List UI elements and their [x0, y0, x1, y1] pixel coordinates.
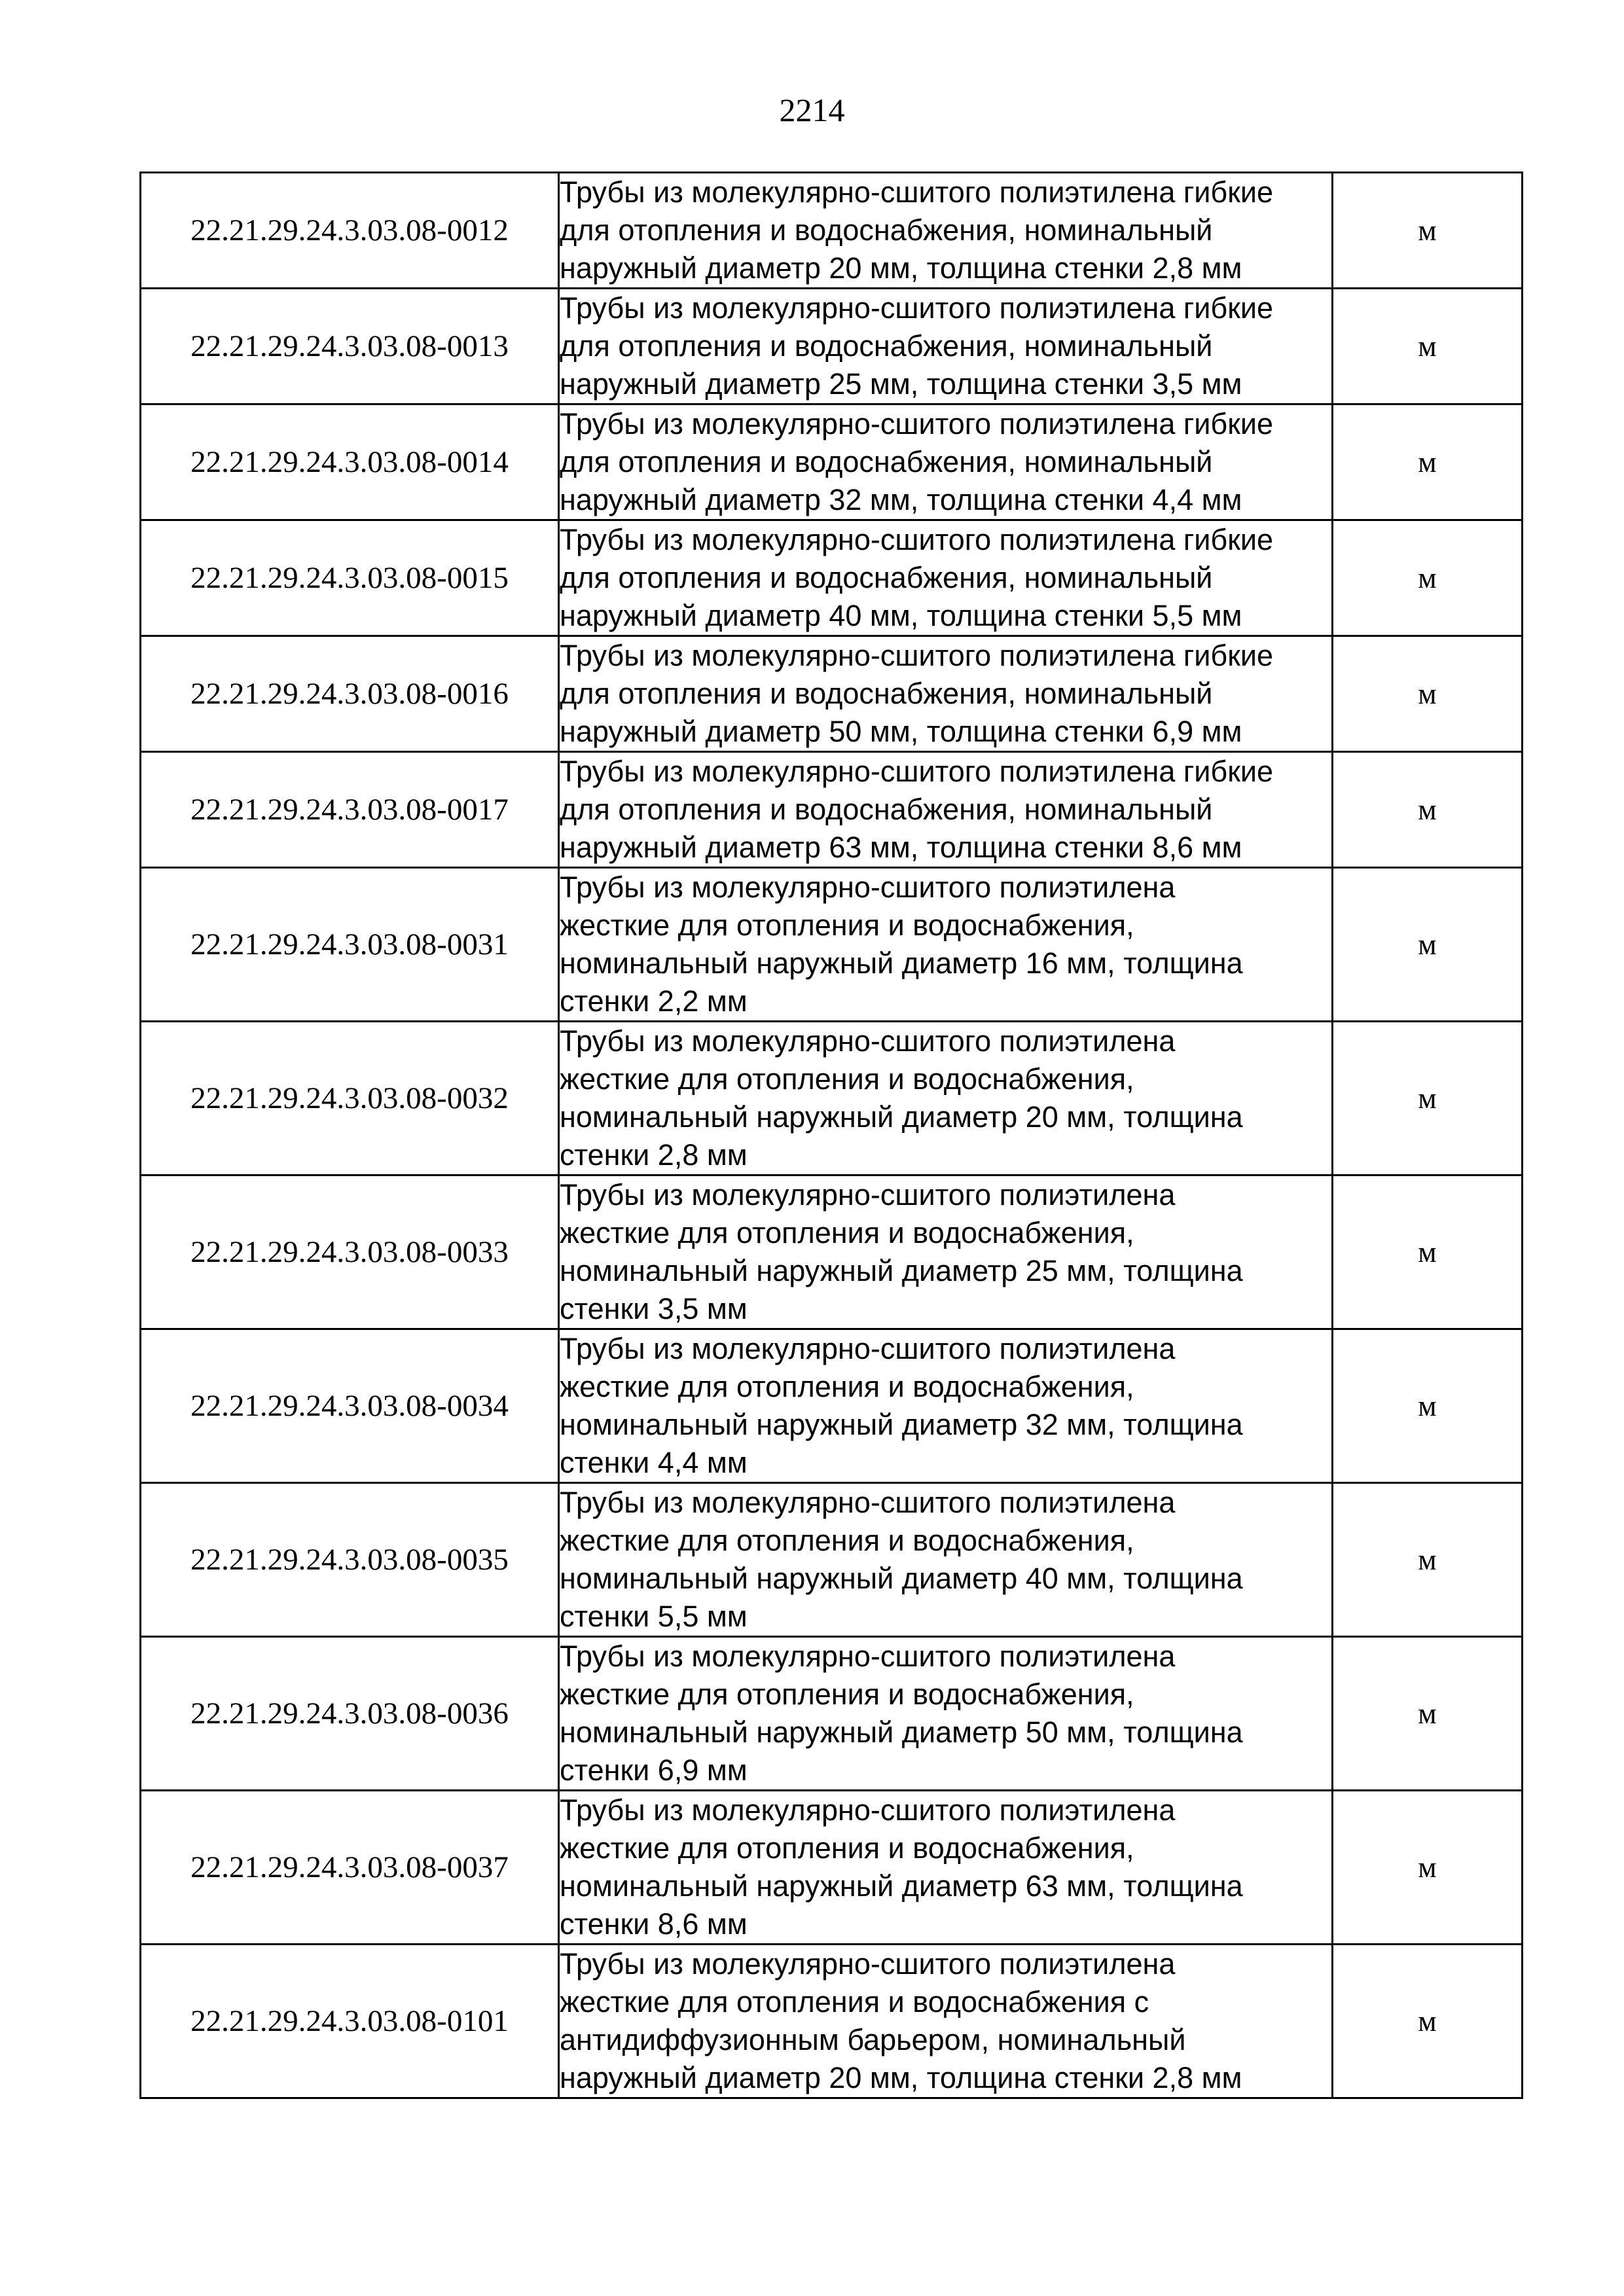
description-line: Трубы из молекулярно-сшитого полиэтилена	[560, 870, 1176, 904]
resource-code: 22.21.29.24.3.03.08-0015	[141, 520, 559, 636]
description-line: наружный диаметр 32 мм, толщина стенки 4,4 мм	[560, 483, 1242, 516]
resource-description	[559, 1175, 1333, 1329]
description-line: Трубы из молекулярно-сшитого полиэтилена	[560, 1486, 1176, 1519]
description-line: жесткие для отопления и водоснабжения,	[560, 1677, 1134, 1711]
resource-description	[559, 1791, 1333, 1945]
resource-code: 22.21.29.24.3.03.08-0012	[141, 173, 559, 289]
unit-of-measure: м	[1333, 289, 1523, 404]
unit-of-measure: м	[1333, 1637, 1523, 1791]
resource-description	[559, 1637, 1333, 1791]
unit-of-measure: м	[1333, 520, 1523, 636]
description-line: Трубы из молекулярно-сшитого полиэтилена гибкие	[560, 407, 1274, 440]
description-line: Трубы из молекулярно-сшитого полиэтилена гибкие	[560, 639, 1274, 672]
resource-description	[559, 173, 1333, 289]
description-line: стенки 5,5 мм	[560, 1600, 748, 1633]
unit-of-measure: м	[1333, 1483, 1523, 1637]
description-line: жесткие для отопления и водоснабжения,	[560, 1831, 1134, 1865]
unit-of-measure: м	[1333, 1175, 1523, 1329]
description-line: стенки 2,2 мм	[560, 984, 748, 1018]
description-line: наружный диаметр 25 мм, толщина стенки 3,5 мм	[560, 367, 1242, 401]
table-row	[141, 1175, 1523, 1329]
resource-code: 22.21.29.24.3.03.08-0016	[141, 636, 559, 752]
description-line: стенки 4,4 мм	[560, 1446, 748, 1479]
description-line: номинальный наружный диаметр 50 мм, толщина	[560, 1715, 1243, 1749]
description-line: Трубы из молекулярно-сшитого полиэтилена гибкие	[560, 291, 1274, 325]
table-row	[141, 636, 1523, 752]
unit-of-measure: м	[1333, 752, 1523, 868]
resource-code: 22.21.29.24.3.03.08-0013	[141, 289, 559, 404]
description-line: Трубы из молекулярно-сшитого полиэтилена	[560, 1178, 1176, 1211]
unit-of-measure: м	[1333, 1791, 1523, 1945]
resource-description	[559, 868, 1333, 1022]
description-line: номинальный наружный диаметр 20 мм, толщина	[560, 1100, 1243, 1134]
unit-of-measure: м	[1333, 636, 1523, 752]
table-row	[141, 1637, 1523, 1791]
description-line: наружный диаметр 20 мм, толщина стенки 2,8 мм	[560, 251, 1242, 285]
unit-of-measure: м	[1333, 1329, 1523, 1483]
page-number: 2214	[779, 92, 845, 128]
resource-description	[559, 289, 1333, 404]
table-row	[141, 1022, 1523, 1175]
table-row	[141, 289, 1523, 404]
description-line: Трубы из молекулярно-сшитого полиэтилена гибкие	[560, 523, 1274, 556]
resource-description	[559, 636, 1333, 752]
resource-code: 22.21.29.24.3.03.08-0037	[141, 1791, 559, 1945]
resource-description	[559, 1022, 1333, 1175]
description-line: Трубы из молекулярно-сшитого полиэтилена	[560, 1024, 1176, 1058]
description-line: жесткие для отопления и водоснабжения,	[560, 1062, 1134, 1096]
description-line: наружный диаметр 50 мм, толщина стенки 6,9 мм	[560, 715, 1242, 748]
description-line: номинальный наружный диаметр 25 мм, толщина	[560, 1254, 1243, 1287]
description-line: номинальный наружный диаметр 40 мм, толщина	[560, 1562, 1243, 1595]
description-line: для отопления и водоснабжения, номинальный	[560, 677, 1213, 710]
description-line: номинальный наружный диаметр 63 мм, толщина	[560, 1869, 1243, 1903]
description-line: Трубы из молекулярно-сшитого полиэтилена гибкие	[560, 175, 1274, 209]
description-line: жесткие для отопления и водоснабжения,	[560, 1524, 1134, 1557]
description-line: для отопления и водоснабжения, номинальный	[560, 561, 1213, 594]
resource-code: 22.21.29.24.3.03.08-0036	[141, 1637, 559, 1791]
description-line: наружный диаметр 40 мм, толщина стенки 5,5 мм	[560, 599, 1242, 632]
resource-table-body	[141, 173, 1523, 2098]
unit-of-measure: м	[1333, 1022, 1523, 1175]
resource-description	[559, 1945, 1333, 2098]
description-line: для отопления и водоснабжения, номинальный	[560, 213, 1213, 247]
description-line: жесткие для отопления и водоснабжения,	[560, 908, 1134, 942]
resource-code: 22.21.29.24.3.03.08-0031	[141, 868, 559, 1022]
description-line: жесткие для отопления и водоснабжения,	[560, 1216, 1134, 1249]
table-row	[141, 1483, 1523, 1637]
table-row	[141, 1791, 1523, 1945]
resource-code: 22.21.29.24.3.03.08-0035	[141, 1483, 559, 1637]
description-line: жесткие для отопления и водоснабжения,	[560, 1370, 1134, 1403]
resource-description	[559, 1329, 1333, 1483]
description-line: наружный диаметр 20 мм, толщина стенки 2,8 мм	[560, 2061, 1242, 2094]
description-line: для отопления и водоснабжения, номинальный	[560, 329, 1213, 363]
resource-description	[559, 520, 1333, 636]
table-row	[141, 868, 1523, 1022]
description-line: стенки 3,5 мм	[560, 1292, 748, 1325]
description-line: для отопления и водоснабжения, номинальный	[560, 445, 1213, 478]
description-line: номинальный наружный диаметр 16 мм, толщина	[560, 946, 1243, 980]
resource-code: 22.21.29.24.3.03.08-0034	[141, 1329, 559, 1483]
description-line: антидиффузионным барьером, номинальный	[560, 2023, 1186, 2056]
unit-of-measure: м	[1333, 868, 1523, 1022]
description-line: Трубы из молекулярно-сшитого полиэтилена	[560, 1947, 1176, 1981]
resource-code: 22.21.29.24.3.03.08-0101	[141, 1945, 559, 2098]
resource-description	[559, 1483, 1333, 1637]
description-line: для отопления и водоснабжения, номинальный	[560, 793, 1213, 826]
table-row	[141, 404, 1523, 520]
unit-of-measure: м	[1333, 404, 1523, 520]
resource-code: 22.21.29.24.3.03.08-0017	[141, 752, 559, 868]
table-row	[141, 752, 1523, 868]
resource-code: 22.21.29.24.3.03.08-0014	[141, 404, 559, 520]
table-row	[141, 520, 1523, 636]
description-line: Трубы из молекулярно-сшитого полиэтилена	[560, 1640, 1176, 1673]
table-row	[141, 173, 1523, 289]
resource-code: 22.21.29.24.3.03.08-0033	[141, 1175, 559, 1329]
description-line: стенки 8,6 мм	[560, 1907, 748, 1941]
table-row	[141, 1945, 1523, 2098]
unit-of-measure: м	[1333, 173, 1523, 289]
description-line: стенки 6,9 мм	[560, 1753, 748, 1787]
description-line: номинальный наружный диаметр 32 мм, толщина	[560, 1408, 1243, 1441]
description-line: стенки 2,8 мм	[560, 1138, 748, 1172]
description-line: Трубы из молекулярно-сшитого полиэтилена	[560, 1332, 1176, 1365]
resource-description	[559, 404, 1333, 520]
unit-of-measure: м	[1333, 1945, 1523, 2098]
description-line: жесткие для отопления и водоснабжения с	[560, 1985, 1149, 2018]
resource-code: 22.21.29.24.3.03.08-0032	[141, 1022, 559, 1175]
resource-table	[139, 171, 1523, 2099]
description-line: Трубы из молекулярно-сшитого полиэтилена гибкие	[560, 755, 1274, 788]
resource-description	[559, 752, 1333, 868]
description-line: Трубы из молекулярно-сшитого полиэтилена	[560, 1793, 1176, 1827]
description-line: наружный диаметр 63 мм, толщина стенки 8,6 мм	[560, 831, 1242, 864]
table-row	[141, 1329, 1523, 1483]
